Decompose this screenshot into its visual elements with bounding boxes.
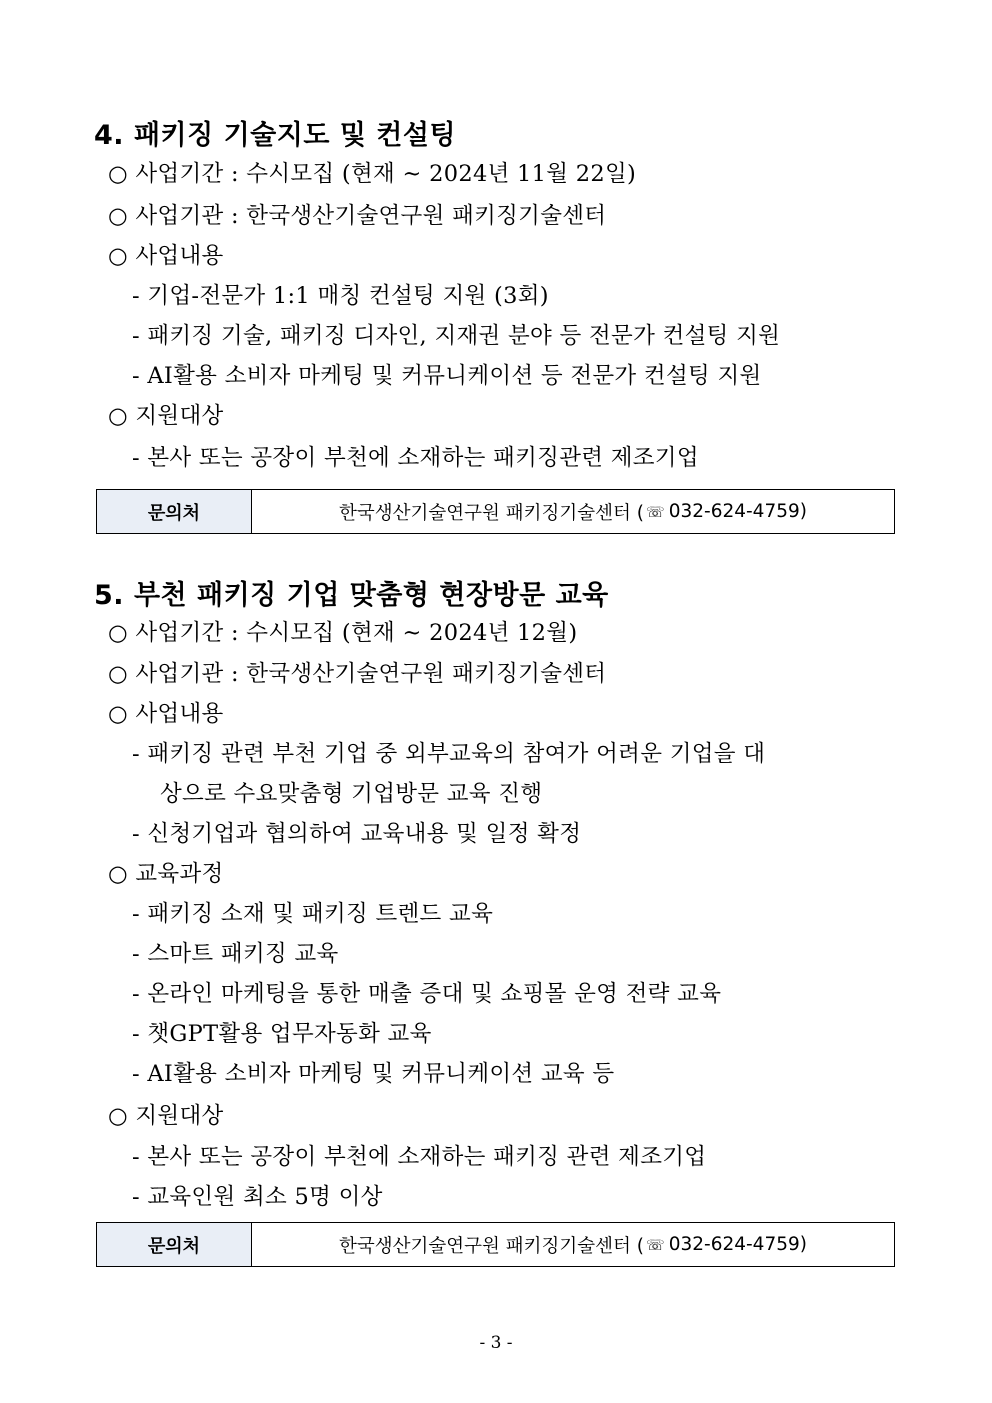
s4-target-label: ○ 지원대상 xyxy=(108,403,224,429)
s5-course-item-2: - 스마트 패키징 교육 xyxy=(132,941,339,967)
s4-content-item-1: - 기업-전문가 1:1 매칭 컨설팅 지원 (3회) xyxy=(132,283,549,309)
s5-course-item-4: - 챗GPT활용 업무자동화 교육 xyxy=(132,1021,432,1047)
phone-icon: ☏ xyxy=(645,1235,665,1254)
s5-target-item-2: - 교육인원 최소 5명 이상 xyxy=(132,1184,383,1210)
s5-content-item-2: - 신청기업과 협의하여 교육내용 및 일정 확정 xyxy=(132,821,582,847)
page-number: - 3 - xyxy=(479,1333,513,1353)
s4-content-item-2: - 패키징 기술, 패키징 디자인, 지재권 분야 등 전문가 컨설팅 지원 xyxy=(132,323,781,349)
s5-target-item-1: - 본사 또는 공장이 부천에 소재하는 패키징 관련 제조기업 xyxy=(132,1144,707,1170)
s5-contact-label: 문의처 xyxy=(97,1223,252,1266)
s4-target-item-1: - 본사 또는 공장이 부천에 소재하는 패키징관련 제조기업 xyxy=(132,445,699,471)
s5-target-label: ○ 지원대상 xyxy=(108,1103,224,1129)
s5-agency: ○ 사업기관 : 한국생산기술연구원 패키징기술센터 xyxy=(108,661,607,687)
s5-course-item-3: - 온라인 마케팅을 통한 매출 증대 및 쇼핑몰 운영 전략 교육 xyxy=(132,981,722,1007)
s5-content-label: ○ 사업내용 xyxy=(108,701,224,727)
s4-contact-value xyxy=(252,490,894,533)
section-5-title: 5. 부천 패키징 기업 맞춤형 현장방문 교육 xyxy=(94,580,609,611)
s5-content-item-1-cont: 상으로 수요맞춤형 기업방문 교육 진행 xyxy=(160,781,543,807)
s4-agency: ○ 사업기관 : 한국생산기술연구원 패키징기술센터 xyxy=(108,203,607,229)
s4-contact-label: 문의처 xyxy=(97,490,252,533)
s4-period: ○ 사업기간 : 수시모집 (현재 ~ 2024년 11월 22일) xyxy=(108,161,637,187)
s5-period: ○ 사업기간 : 수시모집 (현재 ~ 2024년 12월) xyxy=(108,620,578,646)
section-4-title: 4. 패키징 기술지도 및 컨설팅 xyxy=(94,120,457,151)
s5-course-label: ○ 교육과정 xyxy=(108,861,224,887)
s5-contact-org: 한국생산기술연구원 패키징기술센터 ( xyxy=(339,1235,644,1257)
s5-course-item-1: - 패키징 소재 및 패키징 트렌드 교육 xyxy=(132,901,494,927)
s4-contact-phone: 032-624-4759) xyxy=(668,501,807,522)
s5-contact-value xyxy=(252,1223,894,1266)
s4-content-label: ○ 사업내용 xyxy=(108,243,224,269)
s5-course-item-5: - AI활용 소비자 마케팅 및 커뮤니케이션 교육 등 xyxy=(132,1061,615,1087)
s4-contact-org: 한국생산기술연구원 패키징기술센터 ( xyxy=(339,502,644,524)
s4-contact-table xyxy=(96,489,895,534)
s5-contact-phone: 032-624-4759) xyxy=(668,1234,807,1255)
s4-content-item-3: - AI활용 소비자 마케팅 및 커뮤니케이션 등 전문가 컨설팅 지원 xyxy=(132,363,762,389)
phone-icon: ☏ xyxy=(645,502,665,521)
s5-contact-table xyxy=(96,1222,895,1267)
s5-content-item-1: - 패키징 관련 부천 기업 중 외부교육의 참여가 어려운 기업을 대 xyxy=(132,741,766,767)
